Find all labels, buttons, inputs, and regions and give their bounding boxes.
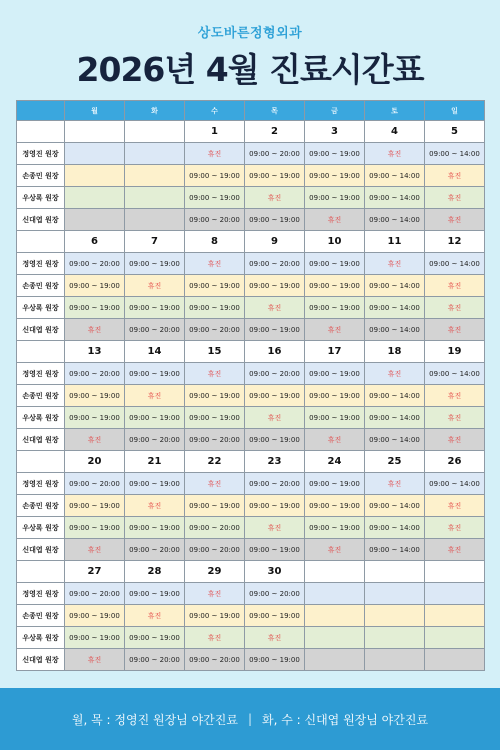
hours-cell: 09:00 ~ 20:00 bbox=[65, 363, 125, 385]
doctor-name: 우상록 원장 bbox=[17, 517, 65, 539]
page-title: 2026년 4월 진료시간표 bbox=[76, 50, 424, 89]
date-cell bbox=[425, 561, 485, 583]
hours-cell: 09:00 ~ 19:00 bbox=[65, 517, 125, 539]
closed-cell: 휴진 bbox=[425, 495, 485, 517]
closed-cell: 휴진 bbox=[305, 539, 365, 561]
doctor-name: 신대엽 원장 bbox=[17, 209, 65, 231]
date-cell: 12 bbox=[425, 231, 485, 253]
hours-cell bbox=[65, 209, 125, 231]
doctor-name: 우상록 원장 bbox=[17, 407, 65, 429]
hours-cell: 09:00 ~ 19:00 bbox=[65, 385, 125, 407]
hours-cell: 09:00 ~ 14:00 bbox=[425, 473, 485, 495]
hours-cell: 09:00 ~ 19:00 bbox=[245, 209, 305, 231]
hours-cell: 09:00 ~ 20:00 bbox=[245, 363, 305, 385]
date-cell: 11 bbox=[365, 231, 425, 253]
hours-cell: 09:00 ~ 19:00 bbox=[245, 649, 305, 671]
hours-cell: 09:00 ~ 19:00 bbox=[185, 495, 245, 517]
hours-cell bbox=[425, 649, 485, 671]
hours-cell: 09:00 ~ 19:00 bbox=[245, 429, 305, 451]
schedule-body bbox=[17, 121, 485, 671]
hours-cell: 09:00 ~ 19:00 bbox=[185, 407, 245, 429]
date-cell: 7 bbox=[125, 231, 185, 253]
hours-cell bbox=[365, 627, 425, 649]
hours-cell: 09:00 ~ 19:00 bbox=[245, 319, 305, 341]
hours-cell: 09:00 ~ 20:00 bbox=[245, 473, 305, 495]
doctor-name: 손종민 원장 bbox=[17, 275, 65, 297]
footer-night-right: 화, 수 : 신대엽 원장님 야간진료 bbox=[262, 712, 429, 727]
hours-cell: 09:00 ~ 14:00 bbox=[425, 363, 485, 385]
doctor-row bbox=[17, 429, 485, 451]
doctor-name: 정영진 원장 bbox=[17, 253, 65, 275]
date-cell: 4 bbox=[365, 121, 425, 143]
doctor-name: 신대엽 원장 bbox=[17, 649, 65, 671]
date-cell: 23 bbox=[245, 451, 305, 473]
date-cell: 2 bbox=[245, 121, 305, 143]
doctor-name: 신대엽 원장 bbox=[17, 319, 65, 341]
doctor-row bbox=[17, 165, 485, 187]
closed-cell: 휴진 bbox=[125, 385, 185, 407]
date-row bbox=[17, 561, 485, 583]
hours-cell: 09:00 ~ 20:00 bbox=[65, 583, 125, 605]
date-cell: 6 bbox=[65, 231, 125, 253]
hours-cell: 09:00 ~ 19:00 bbox=[125, 473, 185, 495]
doctor-name: 우상록 원장 bbox=[17, 627, 65, 649]
hours-cell: 09:00 ~ 14:00 bbox=[425, 253, 485, 275]
schedule-table-wrapper bbox=[16, 100, 484, 671]
hours-cell bbox=[425, 605, 485, 627]
schedule-table bbox=[16, 100, 485, 671]
date-cell: 26 bbox=[425, 451, 485, 473]
hours-cell: 09:00 ~ 14:00 bbox=[365, 539, 425, 561]
weekday-label: 일 bbox=[425, 101, 485, 121]
hours-cell: 09:00 ~ 20:00 bbox=[125, 539, 185, 561]
closed-cell: 휴진 bbox=[245, 297, 305, 319]
hours-cell: 09:00 ~ 19:00 bbox=[185, 275, 245, 297]
hours-cell: 09:00 ~ 20:00 bbox=[65, 253, 125, 275]
closed-cell: 휴진 bbox=[425, 319, 485, 341]
hours-cell: 09:00 ~ 19:00 bbox=[245, 605, 305, 627]
weekday-header-row bbox=[17, 101, 485, 121]
date-cell: 24 bbox=[305, 451, 365, 473]
date-cell bbox=[65, 121, 125, 143]
hours-cell bbox=[65, 143, 125, 165]
hours-cell: 09:00 ~ 20:00 bbox=[125, 319, 185, 341]
hours-cell: 09:00 ~ 19:00 bbox=[125, 297, 185, 319]
hours-cell: 09:00 ~ 20:00 bbox=[245, 253, 305, 275]
hours-cell: 09:00 ~ 19:00 bbox=[125, 363, 185, 385]
closed-cell: 휴진 bbox=[425, 539, 485, 561]
closed-cell: 휴진 bbox=[425, 275, 485, 297]
closed-cell: 휴진 bbox=[185, 143, 245, 165]
doctor-row bbox=[17, 539, 485, 561]
doctor-name: 정영진 원장 bbox=[17, 363, 65, 385]
hours-cell: 09:00 ~ 19:00 bbox=[305, 517, 365, 539]
hours-cell: 09:00 ~ 20:00 bbox=[245, 583, 305, 605]
date-row-label bbox=[17, 451, 65, 473]
hours-cell: 09:00 ~ 14:00 bbox=[365, 495, 425, 517]
hours-cell: 09:00 ~ 19:00 bbox=[125, 627, 185, 649]
doctor-row bbox=[17, 363, 485, 385]
hours-cell: 09:00 ~ 20:00 bbox=[185, 429, 245, 451]
hours-cell: 09:00 ~ 14:00 bbox=[365, 297, 425, 319]
date-row-label bbox=[17, 231, 65, 253]
closed-cell: 휴진 bbox=[425, 429, 485, 451]
hours-cell: 09:00 ~ 14:00 bbox=[365, 385, 425, 407]
date-cell: 28 bbox=[125, 561, 185, 583]
hours-cell: 09:00 ~ 19:00 bbox=[305, 473, 365, 495]
closed-cell: 휴진 bbox=[305, 209, 365, 231]
hours-cell: 09:00 ~ 19:00 bbox=[245, 385, 305, 407]
hours-cell: 09:00 ~ 20:00 bbox=[185, 319, 245, 341]
date-row-label bbox=[17, 341, 65, 363]
closed-cell: 휴진 bbox=[185, 363, 245, 385]
date-cell: 27 bbox=[65, 561, 125, 583]
hours-cell: 09:00 ~ 19:00 bbox=[305, 385, 365, 407]
hours-cell: 09:00 ~ 19:00 bbox=[125, 517, 185, 539]
date-cell: 14 bbox=[125, 341, 185, 363]
corner-cell bbox=[17, 101, 65, 121]
date-cell: 15 bbox=[185, 341, 245, 363]
hours-cell: 09:00 ~ 19:00 bbox=[305, 187, 365, 209]
hours-cell: 09:00 ~ 14:00 bbox=[365, 319, 425, 341]
doctor-name: 정영진 원장 bbox=[17, 473, 65, 495]
closed-cell: 휴진 bbox=[365, 143, 425, 165]
closed-cell: 휴진 bbox=[125, 605, 185, 627]
hours-cell: 09:00 ~ 19:00 bbox=[185, 605, 245, 627]
hours-cell: 09:00 ~ 19:00 bbox=[305, 297, 365, 319]
hours-cell bbox=[125, 187, 185, 209]
hours-cell: 09:00 ~ 20:00 bbox=[125, 429, 185, 451]
hours-cell: 09:00 ~ 20:00 bbox=[185, 517, 245, 539]
hours-cell bbox=[425, 583, 485, 605]
hours-cell: 09:00 ~ 19:00 bbox=[305, 495, 365, 517]
hours-cell: 09:00 ~ 19:00 bbox=[245, 539, 305, 561]
hours-cell bbox=[125, 209, 185, 231]
hours-cell: 09:00 ~ 19:00 bbox=[125, 583, 185, 605]
date-row bbox=[17, 341, 485, 363]
closed-cell: 휴진 bbox=[185, 583, 245, 605]
doctor-row bbox=[17, 495, 485, 517]
hours-cell: 09:00 ~ 19:00 bbox=[185, 187, 245, 209]
hours-cell: 09:00 ~ 19:00 bbox=[305, 407, 365, 429]
weekday-label: 금 bbox=[305, 101, 365, 121]
hours-cell bbox=[305, 627, 365, 649]
hours-cell: 09:00 ~ 19:00 bbox=[65, 495, 125, 517]
date-cell bbox=[125, 121, 185, 143]
night-clinic-footer bbox=[0, 688, 500, 750]
closed-cell: 휴진 bbox=[425, 297, 485, 319]
date-cell: 20 bbox=[65, 451, 125, 473]
hours-cell: 09:00 ~ 19:00 bbox=[185, 385, 245, 407]
date-row bbox=[17, 121, 485, 143]
closed-cell: 휴진 bbox=[365, 473, 425, 495]
doctor-name: 정영진 원장 bbox=[17, 583, 65, 605]
weekday-label: 월 bbox=[65, 101, 125, 121]
hours-cell: 09:00 ~ 19:00 bbox=[65, 297, 125, 319]
doctor-row bbox=[17, 407, 485, 429]
weekday-label: 화 bbox=[125, 101, 185, 121]
date-cell bbox=[365, 561, 425, 583]
hours-cell: 09:00 ~ 20:00 bbox=[125, 649, 185, 671]
closed-cell: 휴진 bbox=[125, 495, 185, 517]
doctor-row bbox=[17, 473, 485, 495]
doctor-name: 손종민 원장 bbox=[17, 495, 65, 517]
doctor-row bbox=[17, 143, 485, 165]
hours-cell: 09:00 ~ 19:00 bbox=[305, 165, 365, 187]
hours-cell: 09:00 ~ 19:00 bbox=[305, 363, 365, 385]
hours-cell bbox=[125, 143, 185, 165]
date-cell: 5 bbox=[425, 121, 485, 143]
doctor-name: 신대엽 원장 bbox=[17, 429, 65, 451]
closed-cell: 휴진 bbox=[245, 627, 305, 649]
closed-cell: 휴진 bbox=[125, 275, 185, 297]
hours-cell bbox=[65, 165, 125, 187]
date-cell: 19 bbox=[425, 341, 485, 363]
date-cell: 10 bbox=[305, 231, 365, 253]
closed-cell: 휴진 bbox=[425, 187, 485, 209]
closed-cell: 휴진 bbox=[245, 517, 305, 539]
closed-cell: 휴진 bbox=[65, 429, 125, 451]
closed-cell: 휴진 bbox=[185, 627, 245, 649]
hours-cell: 09:00 ~ 19:00 bbox=[65, 627, 125, 649]
hours-cell: 09:00 ~ 20:00 bbox=[245, 143, 305, 165]
hours-cell: 09:00 ~ 14:00 bbox=[365, 429, 425, 451]
weekday-label: 수 bbox=[185, 101, 245, 121]
weekday-label: 토 bbox=[365, 101, 425, 121]
hours-cell: 09:00 ~ 14:00 bbox=[365, 165, 425, 187]
hours-cell: 09:00 ~ 19:00 bbox=[65, 407, 125, 429]
weekday-label: 목 bbox=[245, 101, 305, 121]
doctor-row bbox=[17, 275, 485, 297]
hours-cell bbox=[305, 583, 365, 605]
doctor-row bbox=[17, 627, 485, 649]
hours-cell: 09:00 ~ 19:00 bbox=[245, 275, 305, 297]
doctor-row bbox=[17, 319, 485, 341]
hours-cell bbox=[125, 165, 185, 187]
hours-cell: 09:00 ~ 19:00 bbox=[305, 143, 365, 165]
date-cell: 21 bbox=[125, 451, 185, 473]
doctor-row bbox=[17, 297, 485, 319]
closed-cell: 휴진 bbox=[425, 209, 485, 231]
hours-cell: 09:00 ~ 14:00 bbox=[365, 209, 425, 231]
doctor-name: 우상록 원장 bbox=[17, 187, 65, 209]
closed-cell: 휴진 bbox=[305, 429, 365, 451]
closed-cell: 휴진 bbox=[425, 517, 485, 539]
doctor-name: 손종민 원장 bbox=[17, 165, 65, 187]
doctor-name: 손종민 원장 bbox=[17, 605, 65, 627]
hours-cell bbox=[305, 605, 365, 627]
doctor-row bbox=[17, 187, 485, 209]
closed-cell: 휴진 bbox=[305, 319, 365, 341]
doctor-row bbox=[17, 649, 485, 671]
hours-cell: 09:00 ~ 19:00 bbox=[65, 605, 125, 627]
date-cell: 3 bbox=[305, 121, 365, 143]
doctor-row bbox=[17, 605, 485, 627]
hours-cell: 09:00 ~ 19:00 bbox=[185, 165, 245, 187]
doctor-row bbox=[17, 253, 485, 275]
date-row-label bbox=[17, 561, 65, 583]
closed-cell: 휴진 bbox=[245, 407, 305, 429]
hours-cell: 09:00 ~ 19:00 bbox=[125, 253, 185, 275]
footer-separator: | bbox=[247, 712, 253, 726]
doctor-row bbox=[17, 385, 485, 407]
closed-cell: 휴진 bbox=[245, 187, 305, 209]
closed-cell: 휴진 bbox=[65, 319, 125, 341]
date-cell: 18 bbox=[365, 341, 425, 363]
closed-cell: 휴진 bbox=[365, 363, 425, 385]
date-cell: 22 bbox=[185, 451, 245, 473]
doctor-row bbox=[17, 583, 485, 605]
closed-cell: 휴진 bbox=[425, 385, 485, 407]
date-cell bbox=[305, 561, 365, 583]
doctor-name: 우상록 원장 bbox=[17, 297, 65, 319]
hours-cell bbox=[65, 187, 125, 209]
date-row bbox=[17, 451, 485, 473]
date-cell: 13 bbox=[65, 341, 125, 363]
doctor-name: 정영진 원장 bbox=[17, 143, 65, 165]
closed-cell: 휴진 bbox=[425, 407, 485, 429]
closed-cell: 휴진 bbox=[65, 649, 125, 671]
hours-cell bbox=[305, 649, 365, 671]
hours-cell: 09:00 ~ 14:00 bbox=[365, 187, 425, 209]
doctor-row bbox=[17, 517, 485, 539]
hours-cell bbox=[365, 649, 425, 671]
closed-cell: 휴진 bbox=[185, 473, 245, 495]
hours-cell: 09:00 ~ 20:00 bbox=[185, 209, 245, 231]
closed-cell: 휴진 bbox=[425, 165, 485, 187]
hours-cell: 09:00 ~ 19:00 bbox=[125, 407, 185, 429]
hours-cell: 09:00 ~ 14:00 bbox=[365, 517, 425, 539]
date-cell: 17 bbox=[305, 341, 365, 363]
hours-cell: 09:00 ~ 20:00 bbox=[65, 473, 125, 495]
closed-cell: 휴진 bbox=[365, 253, 425, 275]
clinic-name: 상도바른정형외과 bbox=[197, 26, 303, 41]
date-cell: 30 bbox=[245, 561, 305, 583]
doctor-name: 손종민 원장 bbox=[17, 385, 65, 407]
date-cell: 9 bbox=[245, 231, 305, 253]
date-cell: 16 bbox=[245, 341, 305, 363]
closed-cell: 휴진 bbox=[65, 539, 125, 561]
hours-cell: 09:00 ~ 19:00 bbox=[305, 253, 365, 275]
date-cell: 1 bbox=[185, 121, 245, 143]
hours-cell bbox=[425, 627, 485, 649]
hours-cell: 09:00 ~ 19:00 bbox=[185, 297, 245, 319]
hours-cell: 09:00 ~ 19:00 bbox=[305, 275, 365, 297]
date-row-label bbox=[17, 121, 65, 143]
hours-cell bbox=[365, 583, 425, 605]
hours-cell: 09:00 ~ 20:00 bbox=[185, 539, 245, 561]
hours-cell: 09:00 ~ 19:00 bbox=[65, 275, 125, 297]
date-cell: 8 bbox=[185, 231, 245, 253]
hours-cell bbox=[365, 605, 425, 627]
hours-cell: 09:00 ~ 14:00 bbox=[425, 143, 485, 165]
date-cell: 29 bbox=[185, 561, 245, 583]
hours-cell: 09:00 ~ 14:00 bbox=[365, 407, 425, 429]
hours-cell: 09:00 ~ 19:00 bbox=[245, 165, 305, 187]
date-cell: 25 bbox=[365, 451, 425, 473]
footer-night-left: 월, 목 : 정영진 원장님 야간진료 bbox=[71, 712, 238, 727]
doctor-row bbox=[17, 209, 485, 231]
doctor-name: 신대엽 원장 bbox=[17, 539, 65, 561]
hours-cell: 09:00 ~ 14:00 bbox=[365, 275, 425, 297]
hours-cell: 09:00 ~ 20:00 bbox=[185, 649, 245, 671]
hours-cell: 09:00 ~ 19:00 bbox=[245, 495, 305, 517]
closed-cell: 휴진 bbox=[185, 253, 245, 275]
date-row bbox=[17, 231, 485, 253]
